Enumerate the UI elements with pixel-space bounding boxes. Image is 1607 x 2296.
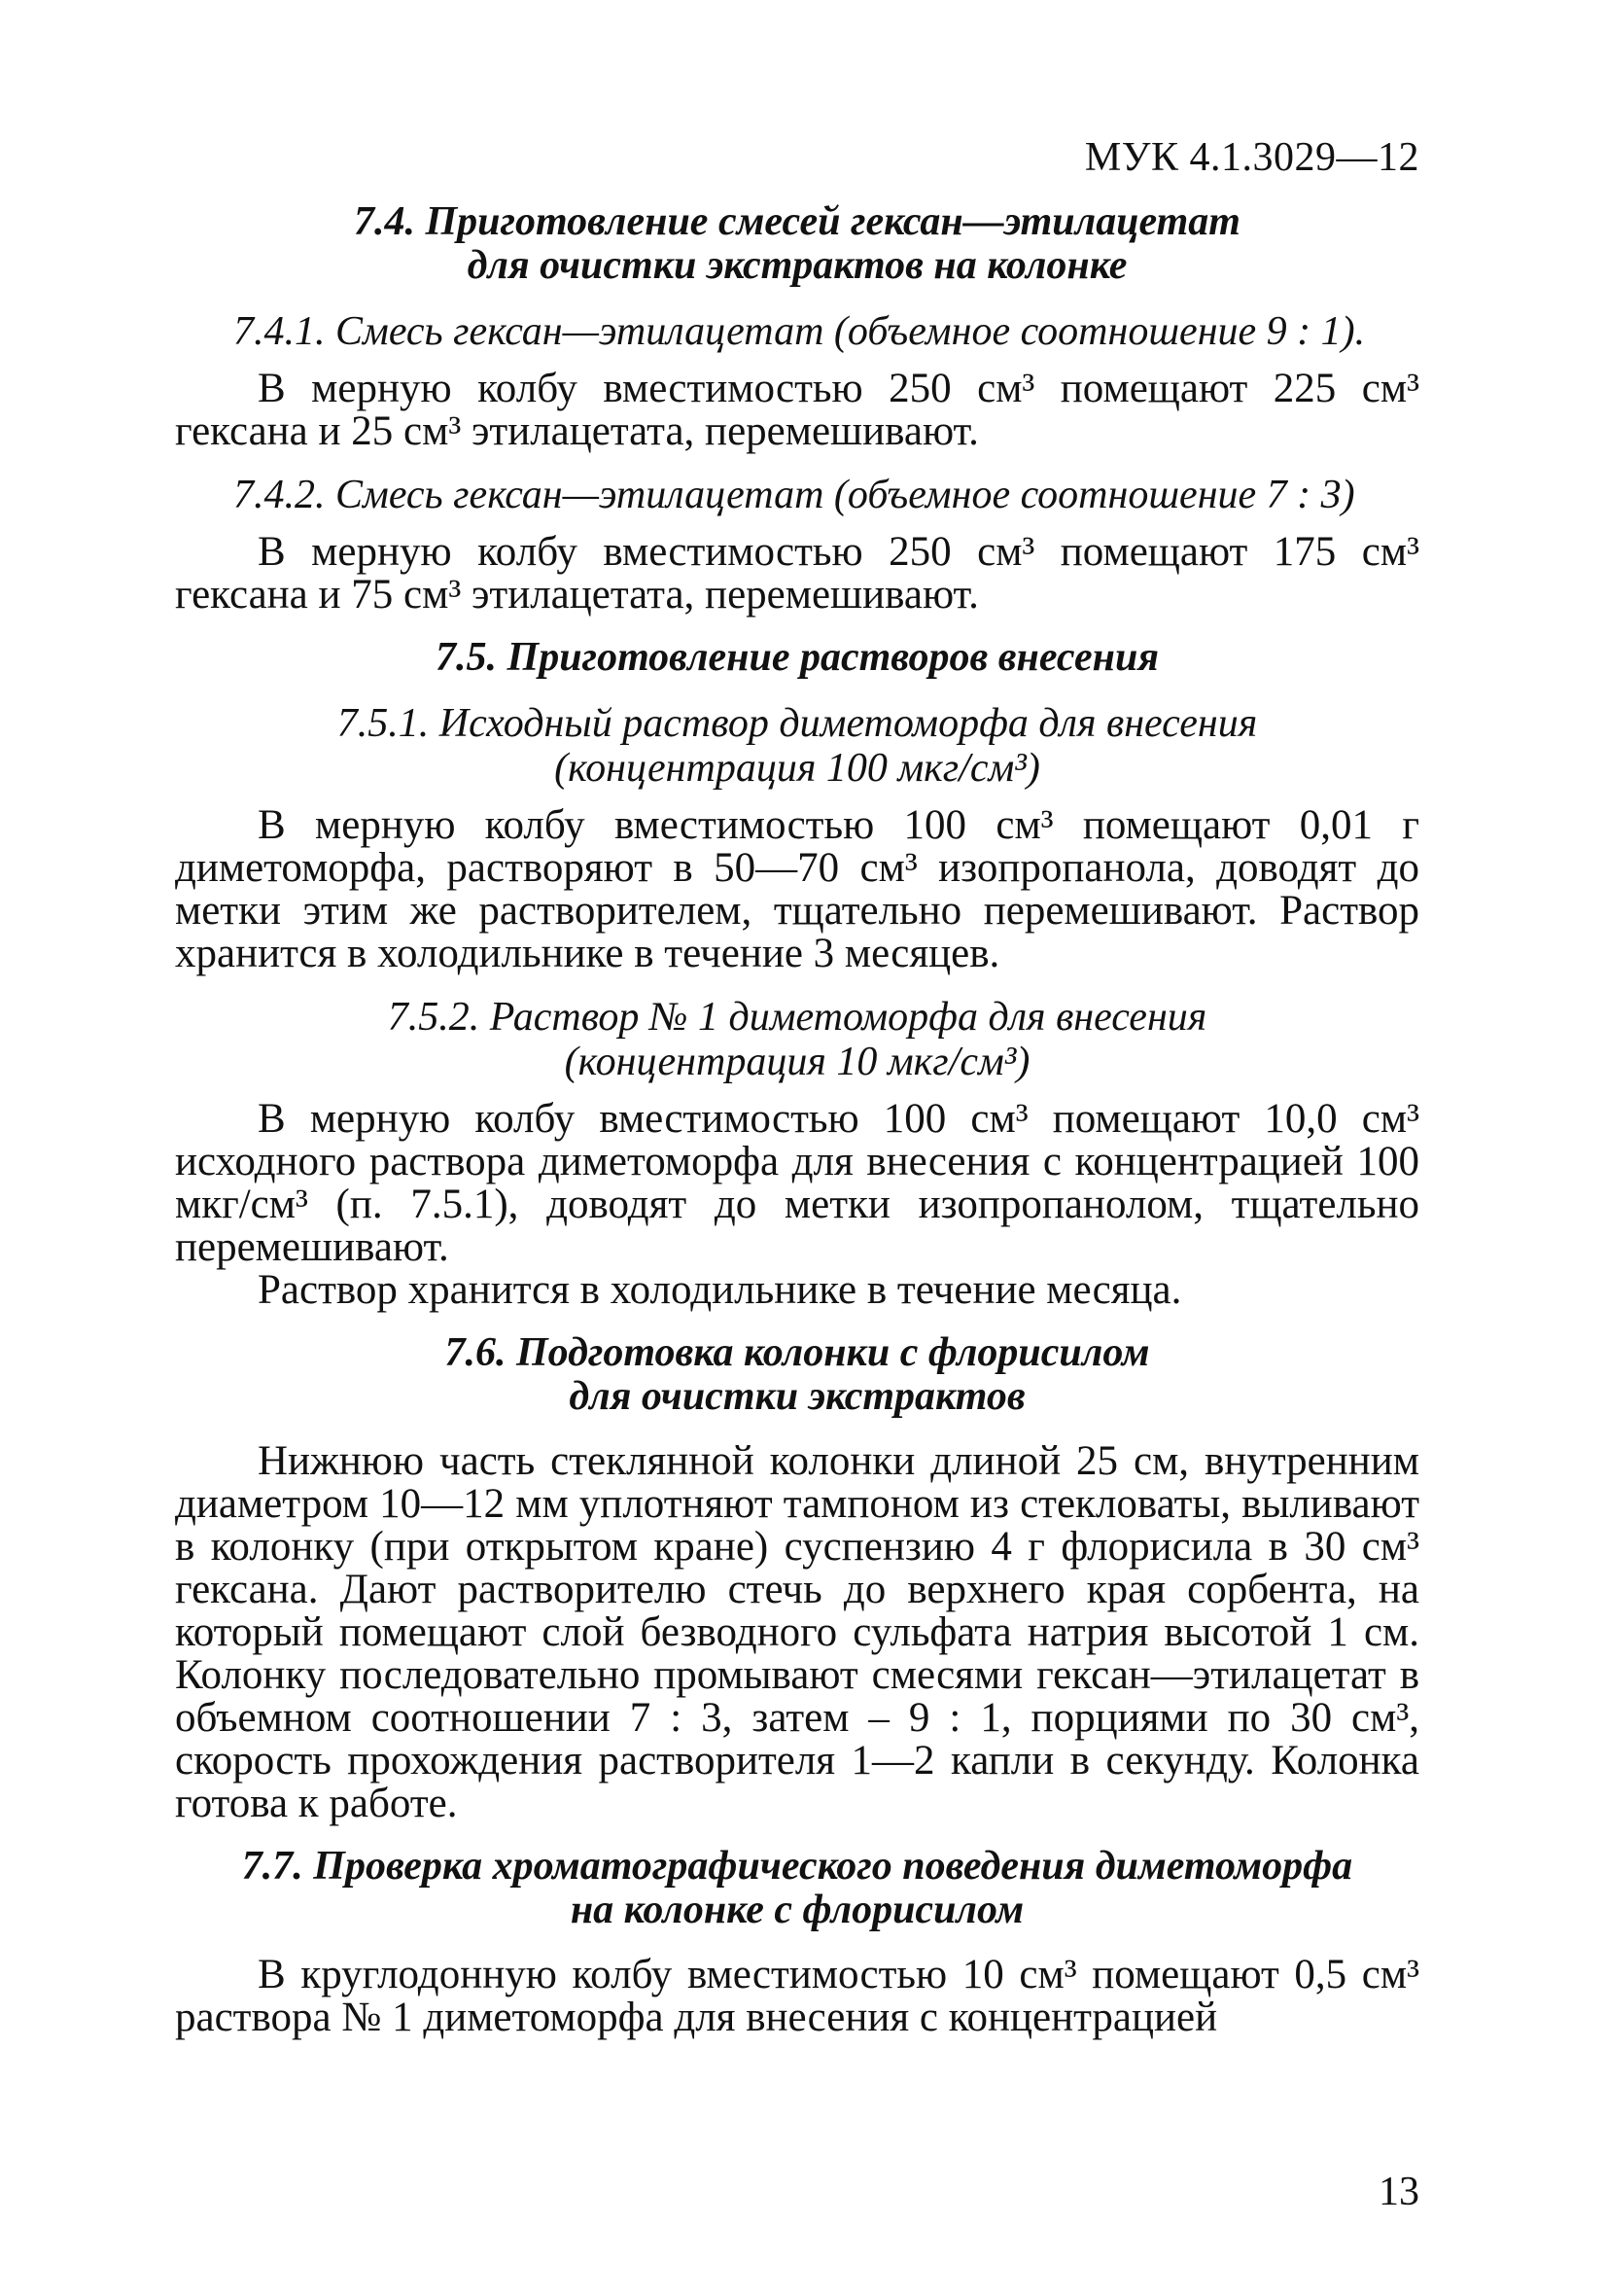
section-7-5-1-heading <box>175 701 1419 791</box>
section-7-6-heading <box>175 1331 1419 1419</box>
section-7-5-2-heading <box>175 995 1419 1084</box>
section-7-7-heading <box>175 1845 1419 1932</box>
section-7-5-2-heading-line-2: (концентрация 10 мкг/см³) <box>564 1040 1031 1084</box>
section-7-4-2-heading: 7.4.2. Смесь гексан—этилацетат (объемное соотношение 7 : 3) <box>233 473 1355 517</box>
section-7-4-heading-line-2: для очистки экстрактов на колонке <box>467 243 1128 288</box>
section-7-6-heading-line-1: 7.6. Подготовка колонки с флорисилом <box>444 1330 1150 1375</box>
section-7-5-heading-line-1: 7.5. Приготовление растворов внесения <box>436 635 1159 680</box>
section-7-7-paragraph: В круглодонную колбу вместимостью 10 см³ помещают 0,5 см³ раствора № 1 диметоморфа для внесения с концентрацией <box>175 1952 1419 2040</box>
section-7-7-heading-line-2: на колонке с флорисилом <box>570 1888 1025 1932</box>
section-7-5-2-heading-line-1: 7.5.2. Раствор № 1 диметоморфа для внесения <box>387 995 1207 1040</box>
section-7-5-heading <box>175 636 1419 680</box>
document-page <box>175 136 1419 2059</box>
section-7-5-1-heading-line-1: 7.5.1. Исходный раствор диметоморфа для внесения <box>336 701 1258 746</box>
section-7-4-heading <box>175 200 1419 288</box>
section-7-4-2-paragraph: В мерную колбу вместимостью 250 см³ помещают 175 см³ гексана и 75 см³ этилацетата, перемешивают. <box>175 529 1419 618</box>
section-7-5-1-paragraph: В мерную колбу вместимостью 100 см³ помещают 0,01 г диметоморфа, растворяют в 50—70 см³ изопропанола, доводят до метки этим же растворителем, тщательно перемешивают. Раствор хранится в холодильнике в течение 3 месяцев. <box>175 802 1419 976</box>
section-7-4-heading-line-1: 7.4. Приготовление смесей гексан—этилацетат <box>354 199 1240 244</box>
section-7-4-1-paragraph: В мерную колбу вместимостью 250 см³ помещают 225 см³ гексана и 25 см³ этилацетата, перемешивают. <box>175 366 1419 454</box>
section-7-5-2-paragraph-1: В мерную колбу вместимостью 100 см³ помещают 10,0 см³ исходного раствора диметоморфа для внесения с концентрацией 100 мкг/см³ (п. 7.5.1), доводят до метки изопропанолом, тщательно перемешивают. <box>175 1096 1419 1270</box>
section-7-7-heading-line-1: 7.7. Проверка хроматографического поведения диметоморфа <box>241 1844 1353 1889</box>
section-7-6-paragraph: Нижнюю часть стеклянной колонки длиной 25 см, внутренним диаметром 10—12 мм уплотняют тампоном из стекловаты, выливают в колонку (при открытом кране) суспензию 4 г флорисила в 30 см³ гексана. Дают растворителю стечь до верхнего края сорбента, на который помещают слой безводного сульфата натрия высотой 1 см. Колонку последовательно промывают смесями гексан—этилацетат в объемном соотношении 7 : 3, затем – 9 : 1, порциями по 30 см³, скорость прохождения растворителя 1—2 капли в секунду. Колонка готова к работе. <box>175 1438 1419 1826</box>
section-7-6-heading-line-2: для очистки экстрактов <box>569 1374 1026 1419</box>
section-7-5-2-paragraph-2: Раствор хранится в холодильнике в течение месяца. <box>258 1267 1182 1313</box>
page-number: 13 <box>1379 2170 1419 2214</box>
document-code-header: МУК 4.1.3029—12 <box>1084 135 1419 180</box>
section-7-4-1-heading: 7.4.1. Смесь гексан—этилацетат (объемное соотношение 9 : 1). <box>233 309 1366 354</box>
section-7-5-1-heading-line-2: (концентрация 100 мкг/см³) <box>554 746 1040 791</box>
